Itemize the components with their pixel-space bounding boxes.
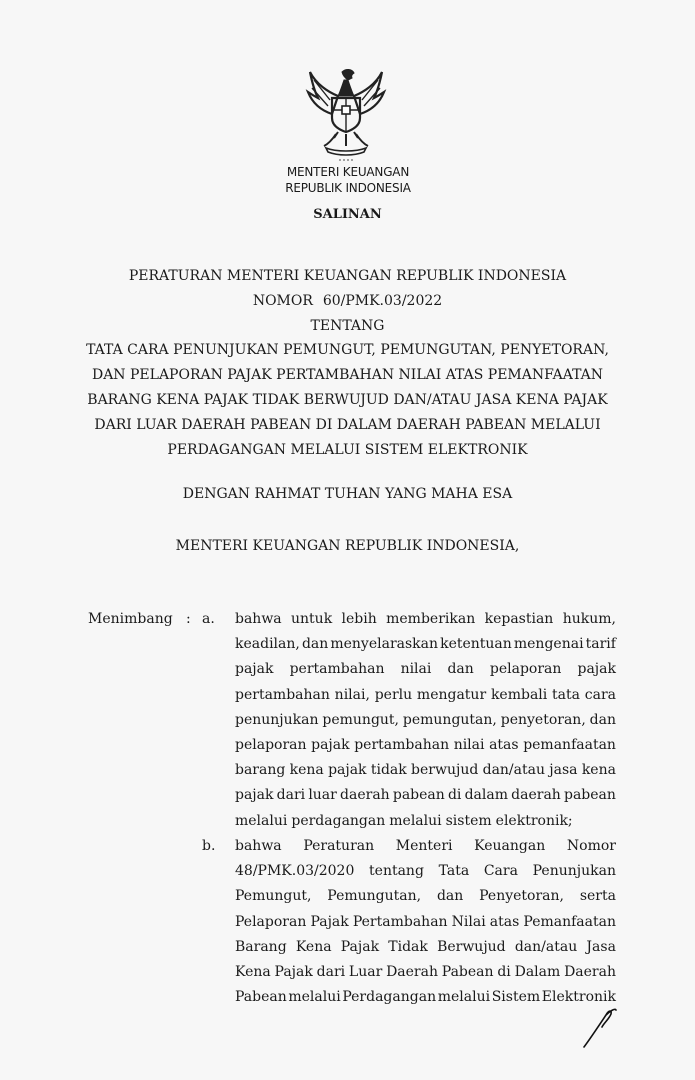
word: serta [579,888,616,905]
word: kena [289,762,324,779]
word: keadilan, [235,636,300,653]
item-a-line [235,632,616,657]
word: mengenai [513,636,584,653]
word: dan [301,636,329,653]
word: melalui [235,812,288,829]
word: 48/PMK.03/2020 [235,863,355,880]
word: Daerah [386,963,438,980]
subject-line: PERDAGANGAN MELALUI SISTEM ELEKTRONIK [167,441,528,458]
word: pemungut, [322,711,400,728]
item-a-line [235,733,616,758]
word: ketentuan [440,636,512,653]
nomor-value: 60/PMK.03/2022 [322,292,443,309]
word: Cara [483,863,518,880]
word: Perdagangan [342,989,437,1006]
word: dalam [464,787,508,804]
item-a-line [235,683,616,708]
invocation: DENGAN RAHMAT TUHAN YANG MAHA ESA [182,486,513,502]
word: Kena [295,938,332,955]
word: luar [308,787,337,804]
word: pajak [577,661,616,678]
word: pertambahan [289,661,385,678]
word: Pertambahan [352,913,448,930]
word: mengatur [416,686,487,703]
item-a-line [235,809,616,834]
word: barang [235,762,286,779]
item-a-line [235,657,616,682]
item-b-line [235,884,616,909]
copy-label: SALINAN [313,207,382,222]
word: cara [584,686,616,703]
word: pajak [235,787,274,804]
word: pertambahan [354,736,450,753]
word: kepastian [484,611,554,627]
word: daerah [511,787,561,804]
subject-line: DAN PELAPORAN PAJAK PERTAMBAHAN NILAI ATAS PEMANFAATAN [91,367,604,384]
word: Sistem [491,989,541,1006]
word: Dalam [514,963,561,980]
word: Keuangan [474,838,546,854]
regulation-number [0,289,695,314]
word: berwujud [411,762,479,779]
word: Nomor [566,838,616,854]
word: daerah [340,787,390,804]
word: atas [489,736,519,753]
word: perdagangan [291,812,386,829]
word: penyetoran, [500,711,586,728]
word: Penunjukan [532,863,616,880]
item-b-line [235,960,616,985]
word: pelaporan [489,661,562,678]
word: lebih [341,611,377,627]
regulation-title [0,264,695,462]
word: pajak [235,661,274,678]
word: dan [589,711,616,728]
word: jasa [549,762,578,779]
word: nilai [453,736,485,753]
subject-line: TATA CARA PENUNJUKAN PEMUNGUT, PEMUNGUTAN, PENYETORAN, [86,342,609,359]
word: pajak [311,736,350,753]
word: Pajak [274,963,313,980]
item-b-line [235,985,616,1010]
word: elektronik; [495,812,573,829]
menimbang-label: Menimbang [88,611,173,627]
word: Pabean [441,963,494,980]
word: Barang [235,938,287,955]
word: pelaporan [235,736,307,753]
item-a-line [235,758,616,783]
item-letter-b: b. [202,838,216,854]
word: Kena [235,963,271,980]
word: bahwa [235,611,282,627]
word: dari [276,787,306,804]
word: dan [436,888,464,905]
word: nilai, [334,686,370,703]
word: di [497,963,511,980]
menimbang-colon: : [186,611,191,627]
item-b-line [235,859,616,884]
item-b-line [235,935,616,960]
word: Pajak [340,938,380,955]
ministry-line-2: REPUBLIK INDONESIA [285,181,411,195]
item-b-line [235,834,616,859]
nomor-label: NOMOR [252,292,313,309]
subject-line: DARI LUAR DAERAH PABEAN DI DALAM DAERAH PABEAN MELALUI [94,416,601,433]
word: Pajak [310,913,349,930]
word: melalui [288,989,341,1006]
word: Penyetoran, [479,888,564,905]
word: pemanfaatan [523,736,616,753]
word: pertambahan [235,686,330,703]
subject-line: BARANG KENA PAJAK TIDAK BERWUJUD DAN/ATAU JASA KENA PAJAK [87,391,608,408]
word: Daerah [564,963,616,980]
item-a-line [235,708,616,733]
word: Pemungut, [235,888,312,905]
word: untuk [291,611,333,627]
word: tentang [369,863,424,880]
word: Pemungutan, [327,888,422,905]
ministry-line-1: MENTERI KEUANGAN [286,165,410,179]
word: dan/atau [482,762,545,779]
word: bahwa [235,838,282,854]
word: dari [316,963,346,980]
word: Pabean [235,989,287,1006]
item-a-line [235,783,616,808]
word: atas [489,913,520,930]
word: melalui [389,812,442,829]
word: Berwujud [437,938,506,955]
paraf-signature-icon [580,1005,620,1051]
word: melalui [437,989,491,1006]
word: dan/atau [514,938,578,955]
word: Tidak [388,938,428,955]
word: di [447,787,462,804]
garuda-emblem-icon [302,66,390,162]
word: kena [581,762,616,779]
word: tata [552,686,580,703]
item-letter-a: a. [202,611,215,627]
word: pabean [392,787,445,804]
word: pajak [328,762,367,779]
tentang-label: TENTANG [310,317,385,334]
word: nilai [400,661,432,678]
word: Nilai [451,913,486,930]
word: penunjukan [235,711,319,728]
word: tarif [585,636,616,653]
item-a-line [235,607,616,632]
paraf-signature-graphic [580,1005,620,1051]
word: pabean [564,787,616,804]
word: Tata [438,863,470,880]
word: Elektronik [541,989,616,1006]
garuda-emblem-graphic [302,66,390,162]
item-b-body [235,834,616,1010]
word: Pemanfaatan [523,913,616,930]
word: sistem [445,812,492,829]
ministry-name [270,164,426,196]
word: dan [447,661,474,678]
regulation-heading: PERATURAN MENTERI KEUANGAN REPUBLIK INDONESIA [128,268,567,284]
word: Jasa [586,938,616,955]
word: memberikan [386,611,476,627]
word: pemungutan, [402,711,497,728]
word: Luar [348,963,383,980]
word: hukum, [562,611,616,627]
word: perlu [374,686,413,703]
word: kembali [490,686,548,703]
issuer: MENTERI KEUANGAN REPUBLIK INDONESIA, [175,538,520,554]
item-a-body [235,607,616,834]
item-b-line [235,910,616,935]
word: menyelaraskan [330,636,439,653]
word: tidak [370,762,407,779]
word: Peraturan [303,838,375,854]
word: Pelaporan [235,913,307,930]
word: Menteri [395,838,453,854]
